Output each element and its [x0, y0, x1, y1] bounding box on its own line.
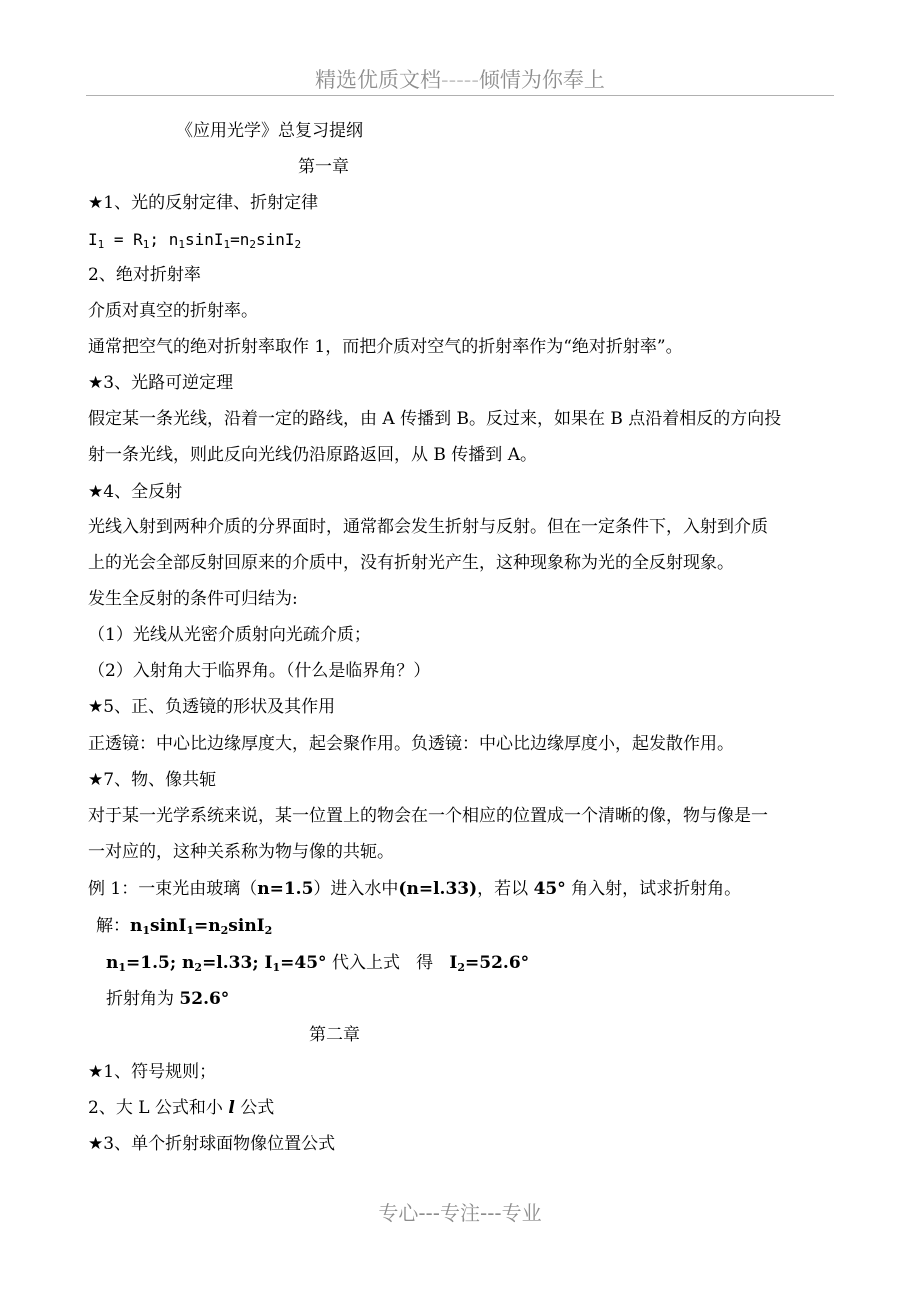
- section-text-italic: l: [228, 1098, 235, 1118]
- section-5-heading: [88, 696, 335, 718]
- example-value: (n=l.33): [398, 879, 478, 899]
- formula-part: =45°: [280, 953, 327, 973]
- section-5-paragraph: 正透镜：中心比边缘厚度大，起会聚作用。负透镜：中心比边缘厚度小，起发散作用。: [88, 734, 734, 754]
- page-footer: 专心---专注---专业: [378, 1201, 542, 1225]
- example-1-answer: [106, 988, 229, 1010]
- chapter-2-section-1-title: 1、符号规则；: [103, 1062, 217, 1082]
- formula-sub: 1: [178, 238, 185, 251]
- star-icon: ★: [88, 1134, 104, 1154]
- answer-label: 折射角为: [106, 989, 180, 1009]
- formula-part: =n: [194, 916, 221, 936]
- example-1-question: [88, 878, 741, 900]
- formula-part: sinI: [256, 230, 295, 249]
- example-text: 角入射，试求折射角。: [565, 879, 742, 899]
- formula-sub: 1: [142, 924, 151, 937]
- formula-sub: 1: [223, 238, 231, 251]
- section-2-paragraph: 通常把空气的绝对折射率取作 1，而把介质对空气的折射率作为“绝对折射率”。: [88, 337, 683, 357]
- formula-part: ; n: [149, 230, 179, 249]
- formula-sub: 1: [272, 961, 281, 974]
- formula-part: n: [106, 953, 119, 973]
- example-text: 例 1：一束光由玻璃（: [88, 879, 258, 899]
- example-1-solution-formula: [96, 915, 272, 937]
- formula-part: I: [449, 953, 458, 973]
- chapter-1-heading: 第一章: [298, 157, 349, 177]
- section-7-heading: [88, 769, 216, 791]
- section-text: 公式: [234, 1098, 275, 1118]
- example-text: ，若以: [477, 879, 534, 899]
- chapter-2-heading: 第二章: [309, 1025, 360, 1045]
- formula-sub: 2: [264, 924, 273, 937]
- section-1-formula: [88, 229, 301, 251]
- formula-part: =n: [230, 230, 250, 249]
- section-text: 2、大 L 公式和小: [88, 1098, 229, 1118]
- star-icon: ★: [88, 482, 104, 502]
- answer-value: 52.6°: [179, 989, 230, 1009]
- section-2-heading: 2、绝对折射率: [88, 265, 201, 285]
- section-3-title: 3、光路可逆定理: [103, 373, 234, 393]
- formula-sub: 1: [118, 961, 127, 974]
- formula-sub: 1: [186, 924, 195, 937]
- star-icon: ★: [88, 1062, 104, 1082]
- document-title: 《应用光学》总复习提纲: [176, 121, 363, 141]
- section-5-title: 5、正、负透镜的形状及其作用: [103, 697, 336, 717]
- chapter-2-section-3-title: 3、单个折射球面物像位置公式: [103, 1134, 336, 1154]
- formula-part: =52.6°: [465, 953, 530, 973]
- chapter-2-section-1: [88, 1061, 216, 1083]
- star-icon: ★: [88, 373, 104, 393]
- formula-sub: 2: [249, 238, 256, 251]
- star-icon: ★: [88, 193, 104, 213]
- section-3-heading: [88, 372, 233, 394]
- formula-part: I: [88, 230, 98, 249]
- section-4-condition: （2）入射角大于临界角。（什么是临界角？）: [88, 661, 431, 681]
- example-text: ）进入水中: [313, 879, 399, 899]
- formula-part: sinI: [150, 916, 187, 936]
- section-1-heading: [88, 192, 318, 214]
- page-header: 精选优质文档-----倾情为你奉上: [315, 68, 605, 92]
- section-4-condition: （1）光线从光密介质射向光疏介质；: [88, 625, 371, 645]
- formula-sub: 2: [194, 961, 203, 974]
- formula-part: sinI: [184, 230, 224, 249]
- formula-sub: 2: [457, 961, 465, 974]
- formula-part: =1.5; n: [126, 953, 195, 973]
- section-4-paragraph: 发生全反射的条件可归结为:: [88, 589, 298, 609]
- formula-part: n: [130, 916, 143, 936]
- section-4-heading: [88, 481, 182, 503]
- example-value: 45°: [533, 879, 566, 899]
- section-4-paragraph: 光线入射到两种介质的分界面时，通常都会发生折射与反射。但在一定条件下，入射到介质: [88, 517, 768, 537]
- formula-text: 代入上式 得: [326, 953, 450, 973]
- section-7-paragraph: 一对应的，这种关系称为物与像的共轭。: [88, 842, 394, 862]
- example-1-solution-substitution: [106, 952, 529, 974]
- section-7-paragraph: 对于某一光学系统来说，某一位置上的物会在一个相应的位置成一个清晰的像，物与像是一: [88, 806, 768, 826]
- formula-part: sinI: [228, 916, 265, 936]
- section-1-title: 1、光的反射定律、折射定律: [103, 193, 319, 213]
- section-4-paragraph: 上的光会全部反射回原来的介质中，没有折射光产生，这种现象称为光的全反射现象。: [88, 553, 734, 573]
- section-3-paragraph: 射一条光线，则此反向光线仍沿原路返回，从 B 传播到 A。: [88, 445, 537, 465]
- formula-sub: 2: [294, 238, 302, 251]
- formula-part: = R: [104, 230, 143, 249]
- section-3-paragraph: 假定某一条光线，沿着一定的路线，由 A 传播到 B。反过来，如果在 B 点沿着相反的方向投: [88, 409, 782, 429]
- header-divider: [86, 95, 834, 96]
- chapter-2-section-3: [88, 1133, 335, 1155]
- section-4-title: 4、全反射: [103, 482, 183, 502]
- example-value: n=1.5: [257, 879, 314, 899]
- solution-label: 解：: [96, 916, 130, 936]
- formula-sub: 1: [97, 238, 105, 251]
- section-7-title: 7、物、像共轭: [103, 770, 217, 790]
- star-icon: ★: [88, 697, 104, 717]
- formula-part: =l.33; I: [202, 953, 273, 973]
- chapter-2-section-2: [88, 1097, 274, 1119]
- section-2-paragraph: 介质对真空的折射率。: [88, 301, 258, 321]
- star-icon: ★: [88, 770, 104, 790]
- formula-sub: 1: [142, 238, 150, 251]
- formula-sub: 2: [220, 924, 229, 937]
